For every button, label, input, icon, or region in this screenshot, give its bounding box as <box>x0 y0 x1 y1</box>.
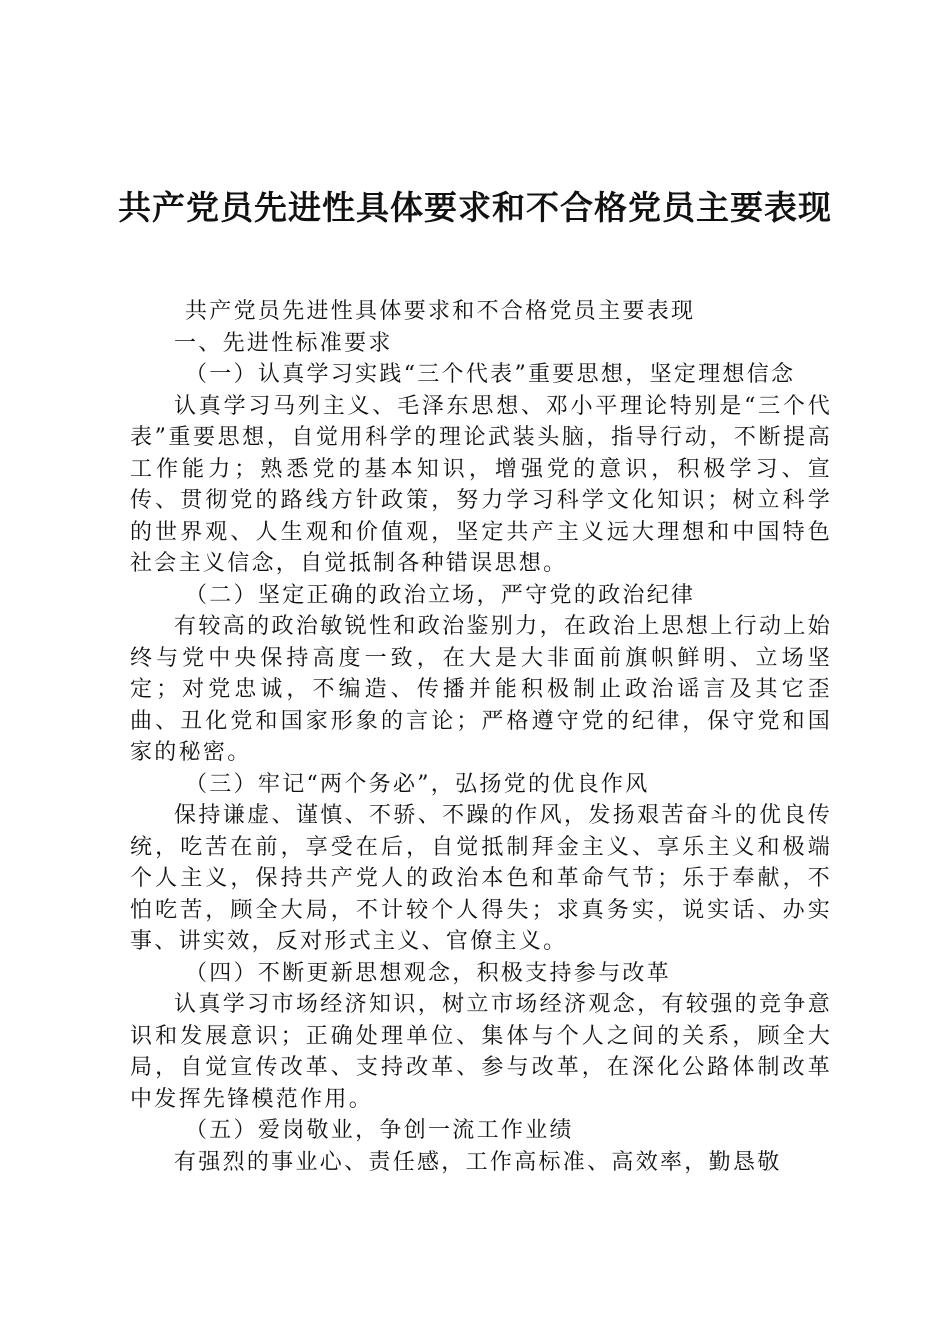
subsection-heading: （一）认真学习实践“三个代表”重要思想，坚定理想信念 <box>185 362 796 387</box>
body-paragraph: 认真学习市场经济知识，树立市场经济观念，有较强的竞争意识和发展意识；正确处理单位、集体与个人之间的关系，顾全大局，自觉宣传改革、支持改革、参与改革，在深化公路体制改革中发挥先锋模范作用。 <box>130 992 832 1112</box>
section-heading: 一、先进性标准要求 <box>174 330 393 356</box>
body-paragraph: 保持谦虚、谨慎、不骄、不躁的作风，发扬艰苦奋斗的优良传统，吃苦在前，享受在后，自觉抵制拜金主义、享乐主义和极端个人主义，保持共产党人的政治本色和革命气节；乐于奉献，不怕吃苦，顾全大局，不计较个人得失；求真务实，说实话、办实事、讲实效，反对形式主义、官僚主义。 <box>130 803 832 954</box>
subtitle-paragraph: 共产党员先进性具体要求和不合格党员主要表现 <box>185 299 696 324</box>
subsection-heading: （三）牢记“两个务必”，弘扬党的优良作风 <box>185 771 650 797</box>
body-paragraph: 认真学习马列主义、毛泽东思想、邓小平理论特别是“三个代表”重要思想，自觉用科学的理论武装头脑，指导行动，不断提高工作能力；熟悉党的基本知识，增强党的意识，积极学习、宣传、贯彻党的路线方针政策，努力学习科学文化知识；树立科学的世界观、人生观和价值观，坚定共产主义远大理想和中国特色社会主义信念，自觉抵制各种错误思想。 <box>130 393 832 576</box>
body-paragraph: 有强烈的事业心、责任感，工作高标准、高效率，勤恳敬 <box>174 1149 782 1175</box>
document-body <box>130 296 832 1178</box>
document-title: 共产党员先进性具体要求和不合格党员主要表现 <box>118 188 832 227</box>
subsection-heading: （五）爱岗敬业，争创一流工作业绩 <box>185 1118 574 1143</box>
body-paragraph: 有较高的政治敏锐性和政治鉴别力，在政治上思想上行动上始终与党中央保持高度一致，在大是大非面前旗帜鲜明、立场坚定；对党忠诚，不编造、传播并能积极制止政治谣言及其它歪曲、丑化党和国家形象的言论；严格遵守党的纪律，保守党和国家的秘密。 <box>130 614 832 765</box>
subsection-heading: （二）坚定正确的政治立场，严守党的政治纪律 <box>185 582 696 608</box>
subsection-heading: （四）不断更新思想观念，积极支持参与改革 <box>185 960 672 986</box>
